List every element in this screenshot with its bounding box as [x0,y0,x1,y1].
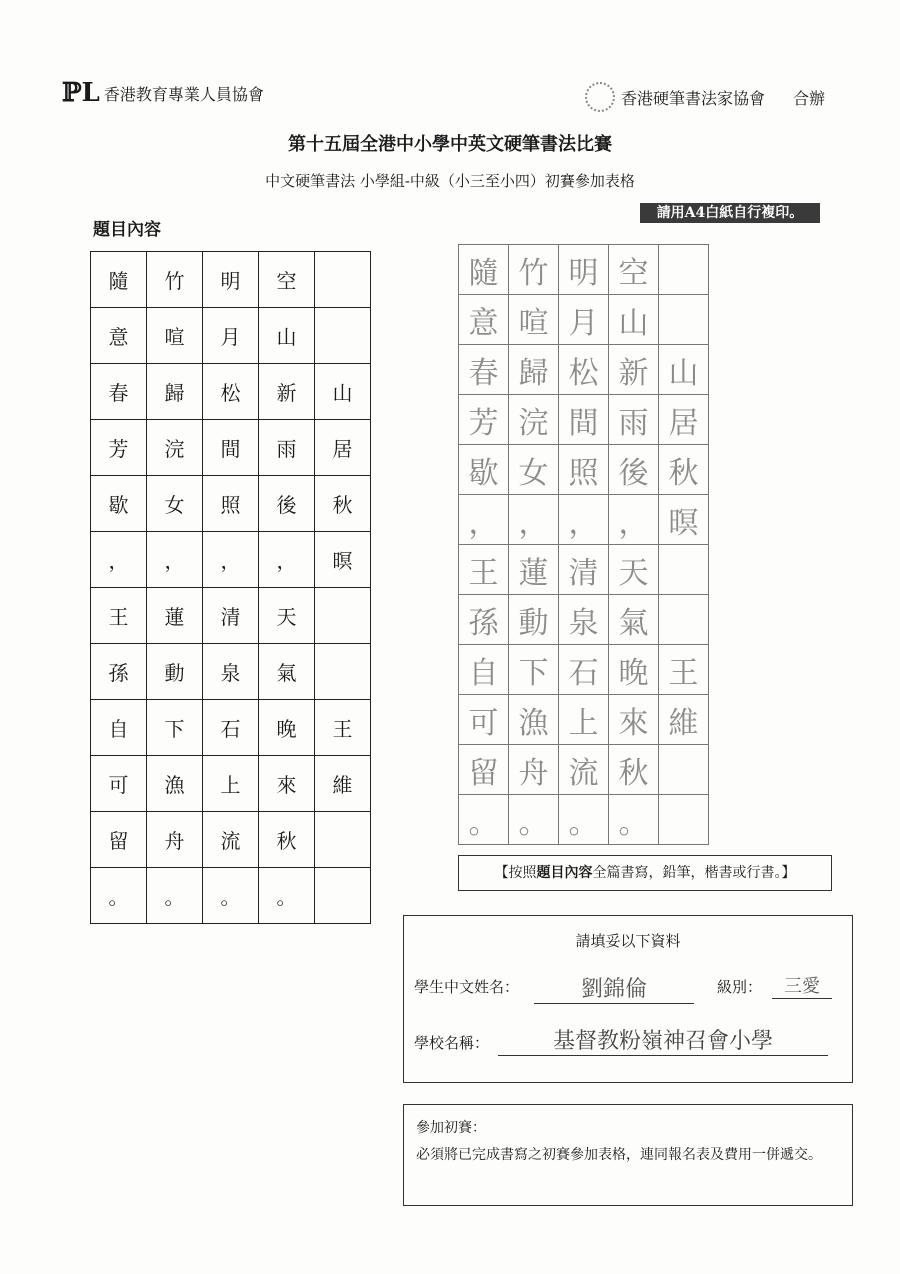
reference-cell [315,588,371,644]
reference-cell: 孫 [91,644,147,700]
handwriting-cell: 天 [609,545,659,595]
org-right-name: 香港硬筆書法家協會 [621,88,766,108]
name-field[interactable]: 劉錦倫 [534,972,694,1004]
reference-cell-row [91,644,371,700]
reference-cell [315,812,371,868]
handwriting-cell: ， [509,495,559,545]
handwriting-cell: 女 [509,445,559,495]
handwriting-cell: 雨 [609,395,659,445]
reference-cell: 後 [259,476,315,532]
handwriting-cell: 空 [609,245,659,295]
handwriting-cell-row [459,695,709,745]
handwriting-cell: 歇 [459,445,509,495]
student-info-box [403,915,853,1083]
org-right [585,82,825,112]
reference-cell-row [91,588,371,644]
reference-cell-row [91,868,371,924]
handwriting-cell: 歸 [509,345,559,395]
reference-cell [315,252,371,308]
handwriting-cell: 來 [609,695,659,745]
handwriting-cell: 動 [509,595,559,645]
pta-logo: ℙL [62,78,100,108]
reference-cell: 。 [147,868,203,924]
reference-cell: 芳 [91,420,147,476]
handwriting-cell-row [459,395,709,445]
handwriting-cell: 秋 [609,745,659,795]
reference-cell: 雨 [259,420,315,476]
handwriting-cell-row [459,245,709,295]
handwriting-cell: 山 [659,345,709,395]
reference-cell: 喧 [147,308,203,364]
handwriting-cell: 石 [559,645,609,695]
reference-cell: 。 [259,868,315,924]
handwriting-cell: 漁 [509,695,559,745]
handwriting-cell: 新 [609,345,659,395]
handwriting-cell: 晚 [609,645,659,695]
reference-cell: ， [259,532,315,588]
grade-field[interactable]: 三愛 [772,972,832,999]
reference-cell: 照 [203,476,259,532]
handwriting-cell: 留 [459,745,509,795]
handwriting-cell: 浣 [509,395,559,445]
reference-cell: 春 [91,364,147,420]
reference-cell: 山 [259,308,315,364]
reference-cell: 居 [315,420,371,476]
grade-label: 級別： [717,978,763,996]
reference-cell [315,308,371,364]
handwriting-cell [659,795,709,845]
handwriting-cell-row [459,345,709,395]
handwriting-cell: 月 [559,295,609,345]
reference-cell: 秋 [259,812,315,868]
handwriting-cell: 自 [459,645,509,695]
handwriting-cell: 。 [459,795,509,845]
reference-cell: 晚 [259,700,315,756]
handwriting-cell: 居 [659,395,709,445]
reference-cell-row [91,308,371,364]
handwriting-cell: 秋 [659,445,709,495]
handwriting-cell: ， [609,495,659,545]
reference-cell-row [91,252,371,308]
reference-cell: 歇 [91,476,147,532]
co-host-label: 合辦 [793,88,826,108]
school-label: 學校名稱： [414,1034,490,1052]
handwriting-cell-row [459,295,709,345]
instruction-rest: 全篇書寫，鉛筆，楷書或行書。】 [592,865,796,881]
reference-cell: 石 [203,700,259,756]
page-subtitle: 中文硬筆書法 小學組-中級（小三至小四）初賽參加表格 [265,172,635,190]
handwriting-cell [659,245,709,295]
handwriting-cell: 春 [459,345,509,395]
reference-cell: 天 [259,588,315,644]
handwriting-cell: 竹 [509,245,559,295]
handwriting-cell: 後 [609,445,659,495]
reference-cell: 可 [91,756,147,812]
reference-cell: 山 [315,364,371,420]
reference-cell [315,868,371,924]
prelim-note-box [403,1104,853,1206]
handwriting-cell: 明 [559,245,609,295]
reference-cell: 蓮 [147,588,203,644]
handwriting-cell [659,595,709,645]
reference-cell: 漁 [147,756,203,812]
reference-cell: 自 [91,700,147,756]
handwriting-cell: 芳 [459,395,509,445]
reference-cell: 流 [203,812,259,868]
handwriting-cell: 喧 [509,295,559,345]
writing-instruction [458,855,832,891]
reference-cell-row [91,420,371,476]
handwriting-cell: 孫 [459,595,509,645]
handwriting-cell: 氣 [609,595,659,645]
reference-cell: 秋 [315,476,371,532]
handwriting-cell [659,745,709,795]
handwriting-cell [659,545,709,595]
handwriting-cell [659,295,709,345]
handwriting-cell: 可 [459,695,509,745]
handwriting-cell: 間 [559,395,609,445]
reference-cell: 歸 [147,364,203,420]
prelim-text: 必須將已完成書寫之初賽參加表格，連同報名表及費用一併遞交。 [416,1147,822,1163]
handwriting-cell: ， [559,495,609,545]
reference-cell: 。 [91,868,147,924]
reference-cell: 泉 [203,644,259,700]
instruction-open: 【按照 [494,865,537,881]
reference-cell: 上 [203,756,259,812]
reference-cell: 竹 [147,252,203,308]
reference-cell: 松 [203,364,259,420]
handwriting-cell: 松 [559,345,609,395]
reference-cell: 王 [91,588,147,644]
reference-cell: 。 [203,868,259,924]
handwriting-cell-row [459,545,709,595]
reference-cell: 暝 [315,532,371,588]
handwriting-cell: 意 [459,295,509,345]
reference-cell: 意 [91,308,147,364]
handwriting-cell: 王 [459,545,509,595]
handwriting-cell: 下 [509,645,559,695]
handwriting-cell: 蓮 [509,545,559,595]
handwriting-cell: 暝 [659,495,709,545]
reference-cell: 王 [315,700,371,756]
handwriting-cell: 。 [559,795,609,845]
association-seal-icon [585,82,615,112]
info-title: 請填妥以下資料 [575,932,681,950]
handwriting-cell: 上 [559,695,609,745]
handwriting-cell: 照 [559,445,609,495]
reference-cell-row [91,756,371,812]
reference-cell: 留 [91,812,147,868]
reference-cell-row [91,700,371,756]
reference-cell: ， [147,532,203,588]
handwriting-cell-row [459,645,709,695]
reference-cell: 間 [203,420,259,476]
handwriting-cell: 泉 [559,595,609,645]
reference-cell: 下 [147,700,203,756]
reference-cell: 女 [147,476,203,532]
handwriting-cell: 維 [659,695,709,745]
handwriting-cell: 王 [659,645,709,695]
handwriting-grid [458,244,709,845]
reference-cell: 來 [259,756,315,812]
handwriting-cell: 。 [509,795,559,845]
reference-cell-row [91,812,371,868]
reference-cell: 清 [203,588,259,644]
reference-cell [315,644,371,700]
reference-cell: 舟 [147,812,203,868]
handwriting-cell: 清 [559,545,609,595]
reference-cell: 明 [203,252,259,308]
handwriting-cell: 。 [609,795,659,845]
handwriting-cell-row [459,745,709,795]
reference-cell: 氣 [259,644,315,700]
copy-note-badge: 請用A4白紙自行複印。 [640,203,820,223]
reference-cell-row [91,364,371,420]
handwriting-cell-row [459,595,709,645]
page-title: 第十五屆全港中小學中英文硬筆書法比賽 [288,134,612,155]
handwriting-cell: 山 [609,295,659,345]
reference-cell: 動 [147,644,203,700]
org-left-name: 香港教育專業人員協會 [103,84,264,104]
instruction-bold: 題目內容 [536,865,593,881]
reference-grid [90,251,371,924]
reference-cell: 新 [259,364,315,420]
reference-cell: ， [91,532,147,588]
reference-cell: 浣 [147,420,203,476]
handwriting-cell: 舟 [509,745,559,795]
reference-label: 題目內容 [93,220,161,240]
reference-cell: 隨 [91,252,147,308]
reference-cell: 空 [259,252,315,308]
reference-cell-row [91,532,371,588]
handwriting-cell: ， [459,495,509,545]
school-field[interactable]: 基督教粉嶺神召會小學 [498,1024,828,1056]
handwriting-cell-row [459,795,709,845]
reference-cell: ， [203,532,259,588]
prelim-title: 參加初賽： [416,1120,486,1136]
reference-cell-row [91,476,371,532]
reference-cell: 月 [203,308,259,364]
handwriting-cell: 隨 [459,245,509,295]
handwriting-cell-row [459,445,709,495]
reference-cell: 維 [315,756,371,812]
org-left [62,80,264,106]
handwriting-cell-row [459,495,709,545]
handwriting-cell: 流 [559,745,609,795]
name-label: 學生中文姓名： [414,978,520,996]
